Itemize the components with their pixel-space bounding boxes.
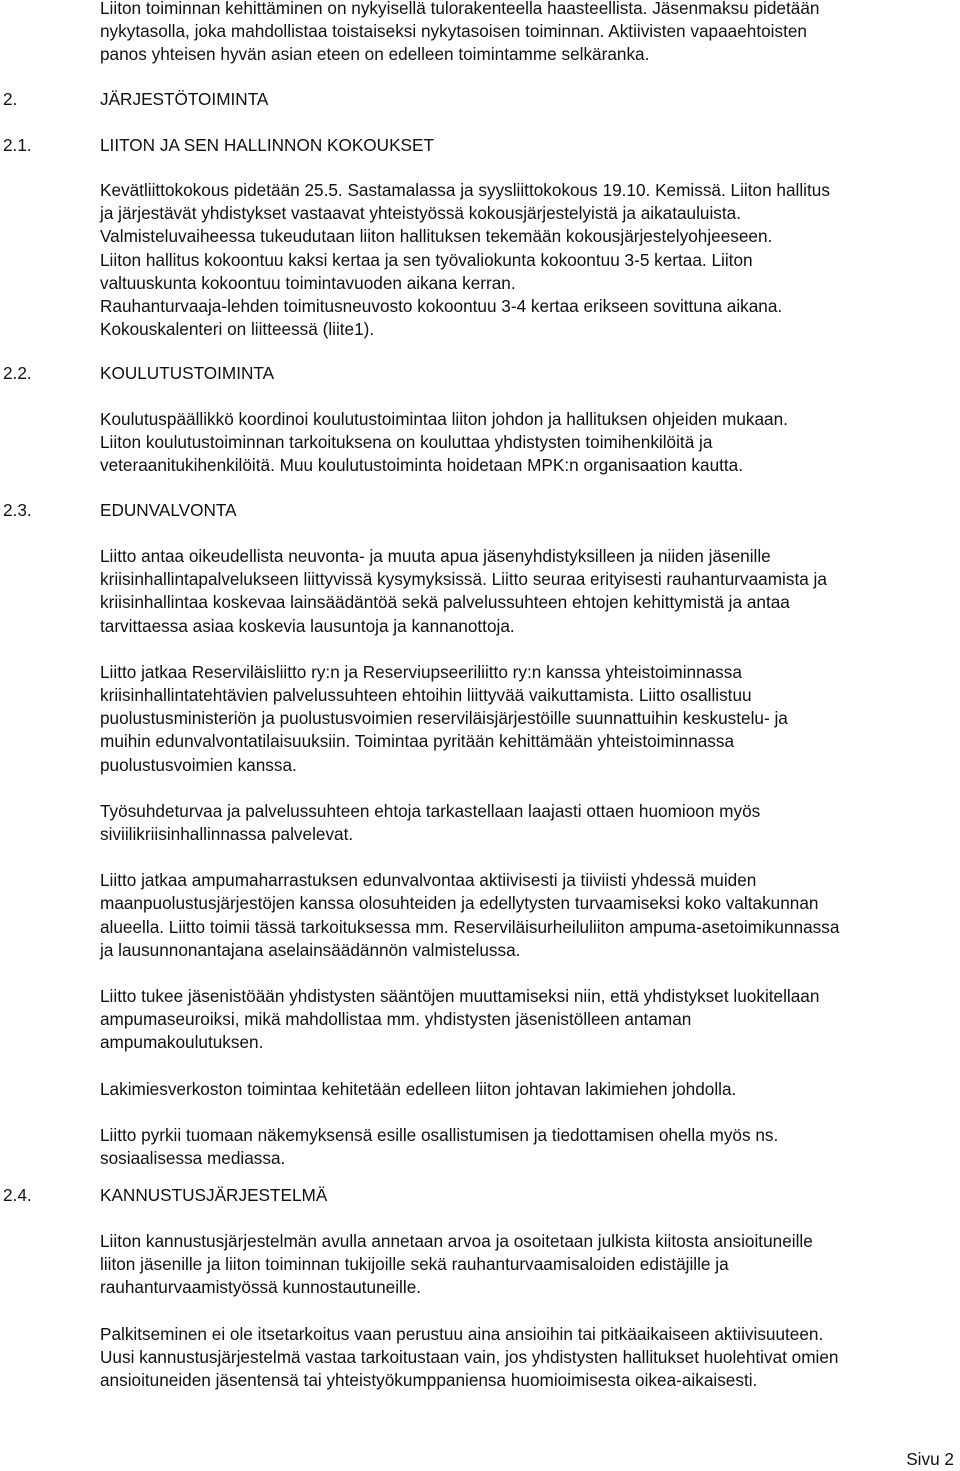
section-heading-2 (3, 88, 268, 111)
section-heading-2-4 (3, 1184, 327, 1207)
section-heading-2-1 (3, 134, 434, 157)
text-line: panos yhteisen hyvän asian eteen on edelleen toimintamme selkäranka. (100, 44, 650, 65)
text-line: muihin edunvalvontatilaisuuksiin. Toimintaa pyritään kehittämään yhteistoiminnassa (100, 731, 735, 752)
text-line: Liiton kannustusjärjestelmän avulla annetaan arvoa ja osoitetaan julkista kiitosta ansioituneille (100, 1231, 813, 1251)
paragraph (100, 1230, 950, 1300)
text-line: ampumaseuroiksi, mikä mahdollistaa mm. yhdistysten jäsenistölleen antaman (100, 1009, 692, 1030)
section-body-2-4 (100, 1230, 950, 1392)
text-line: ja lausunnonantajana aselainsäädännön valmistelussa. (100, 939, 521, 960)
text-line: ansioituneiden jäsentensä tai yhteistyökumppaniensa huomioimisesta oikea-aikaisesti. (100, 1370, 758, 1391)
text-line: kriisinhallintatehtävien palvelussuhteen ehtoihin liittyvää vaikuttamista. Liitto osallistuu (100, 685, 752, 706)
text-line: Kevätliittokokous pidetään 25.5. Sastamalassa ja syysliittokokous 19.10. Kemissä. Liiton hallitus (100, 180, 830, 200)
section-number: 2.1. (3, 135, 32, 155)
text-line: Liitto pyrkii tuomaan näkemyksensä esille osallistumisen ja tiedottamisen ohella myös ns. (100, 1124, 779, 1145)
section-heading-2-3 (3, 499, 237, 522)
text-line: Liitto antaa oikeudellista neuvonta- ja muuta apua jäsenyhdistyksilleen ja niiden jäsenille (100, 546, 771, 566)
section-title: EDUNVALVONTA (100, 500, 237, 520)
paragraph (100, 1323, 950, 1393)
text-line: maanpuolustusjärjestöjen kanssa olosuhteiden ja edellytysten turvaamiseksi koko valtakunnan (100, 893, 819, 914)
text-line: veteraanitukihenkilöitä. Muu koulutustoiminta hoidetaan MPK:n organisaation kautta. (100, 455, 744, 476)
text-line: Liiton koulutustoiminnan tarkoituksena on kouluttaa yhdistysten toimihenkilöitä ja (100, 432, 713, 453)
section-body-2-1 (100, 179, 950, 341)
text-line: sosiaalisessa mediassa. (100, 1148, 286, 1169)
section-title: JÄRJESTÖTOIMINTA (100, 89, 269, 109)
text-line: Liiton hallitus kokoontuu kaksi kertaa ja sen työvaliokunta kokoontuu 3-5 kertaa. Liiton (100, 249, 753, 270)
section-number: 2.3. (3, 500, 32, 520)
section-number: 2. (3, 89, 18, 109)
text-line: puolustusministeriön ja puolustusvoimien reserviläisjärjestöille suunnattuihin keskustelu- ja (100, 708, 788, 729)
text-line: nykytasolla, joka mahdollistaa toistaiseksi nykytasoisen toiminnan. Aktiivisten vapaaehtoisten (100, 21, 807, 42)
paragraph (100, 869, 950, 962)
paragraph (100, 1078, 950, 1101)
text-line: Kokouskalenteri on liitteessä (liite1). (100, 319, 375, 340)
section-title: LIITON JA SEN HALLINNON KOKOUKSET (100, 135, 434, 155)
text-line: Lakimiesverkoston toimintaa kehitetään edelleen liiton johtavan lakimiehen johdolla. (100, 1078, 737, 1099)
text-line: Valmisteluvaiheessa tukeudutaan liiton hallituksen tekemään kokousjärjestelyohjeeseen. (100, 226, 773, 247)
page-number: Sivu 2 (906, 1449, 954, 1469)
text-line: tarvittaessa asiaa koskevia lausuntoja ja kannanottoja. (100, 615, 515, 636)
text-line: valtuuskunta kokoontuu toimintavuoden aikana kerran. (100, 272, 516, 293)
section-body-2-2 (100, 408, 950, 478)
text-line: Palkitseminen ei ole itsetarkoitus vaan perustuu aina ansioihin tai pitkäaikaiseen aktiivisuuteen. (100, 1323, 824, 1344)
section-heading-2-2 (3, 362, 274, 385)
section-number: 2.2. (3, 363, 32, 383)
text-line: ampumakoulutuksen. (100, 1032, 264, 1053)
text-line: ja järjestävät yhdistykset vastaavat yhteistyössä kokousjärjestelyistä ja aikatauluista. (100, 203, 742, 224)
text-line: Koulutuspäällikkö koordinoi koulutustoimintaa liiton johdon ja hallituksen ohjeiden mukaan. (100, 409, 788, 429)
text-line: liiton jäsenille ja liiton toiminnan tukijoille sekä rauhanturvaamisaloiden edistäjille ja (100, 1254, 729, 1275)
text-line: puolustusvoimien kanssa. (100, 754, 297, 775)
section-title: KOULUTUSTOIMINTA (100, 363, 275, 383)
text-line: Liitto jatkaa ampumaharrastuksen edunvalvontaa aktiivisesti ja tiiviisti yhdessä muiden (100, 870, 757, 891)
section-body-2-3 (100, 545, 950, 1170)
text-line: Liitto tukee jäsenistöään yhdistysten sääntöjen muuttamiseksi niin, että yhdistykset luokitellaan (100, 986, 820, 1007)
paragraph (100, 985, 950, 1055)
section-number: 2.4. (3, 1185, 32, 1205)
text-line: Liiton toiminnan kehittäminen on nykyisellä tulorakenteella haasteellista. Jäsenmaksu pidetään (100, 0, 820, 18)
paragraph (100, 661, 950, 777)
paragraph (100, 545, 950, 638)
paragraph (100, 800, 950, 846)
text-line: rauhanturvaamistyössä kunnostautuneille. (100, 1277, 422, 1298)
text-line: Uusi kannustusjärjestelmä vastaa tarkoitustaan vain, jos yhdistysten hallitukset huolehtivat omien (100, 1346, 839, 1367)
paragraph (100, 1124, 950, 1170)
text-line: alueella. Liitto toimii tässä tarkoituksessa mm. Reserviläisurheiluliiton ampuma-asetoimikunnassa (100, 916, 840, 937)
text-line: kriisinhallintaa koskevaa lainsäädäntöä sekä palvelussuhteen ehtojen kehittymistä ja antaa (100, 592, 790, 613)
intro-paragraph (100, 0, 950, 67)
text-line: kriisinhallintapalvelukseen liittyvissä kysymyksissä. Liitto seuraa erityisesti rauhanturvaamista ja (100, 569, 827, 590)
section-title: KANNUSTUSJÄRJESTELMÄ (100, 1185, 328, 1205)
text-line: Rauhanturvaaja-lehden toimitusneuvosto kokoontuu 3-4 kertaa erikseen sovittuna aikana. (100, 296, 783, 317)
text-line: Työsuhdeturvaa ja palvelussuhteen ehtoja tarkastellaan laajasti ottaen huomioon myös (100, 800, 761, 821)
text-line: siviilikriisinhallinnassa palvelevat. (100, 824, 354, 845)
text-line: Liitto jatkaa Reserviläisliitto ry:n ja Reserviupseeriliitto ry:n kanssa yhteistoiminnassa (100, 661, 742, 682)
